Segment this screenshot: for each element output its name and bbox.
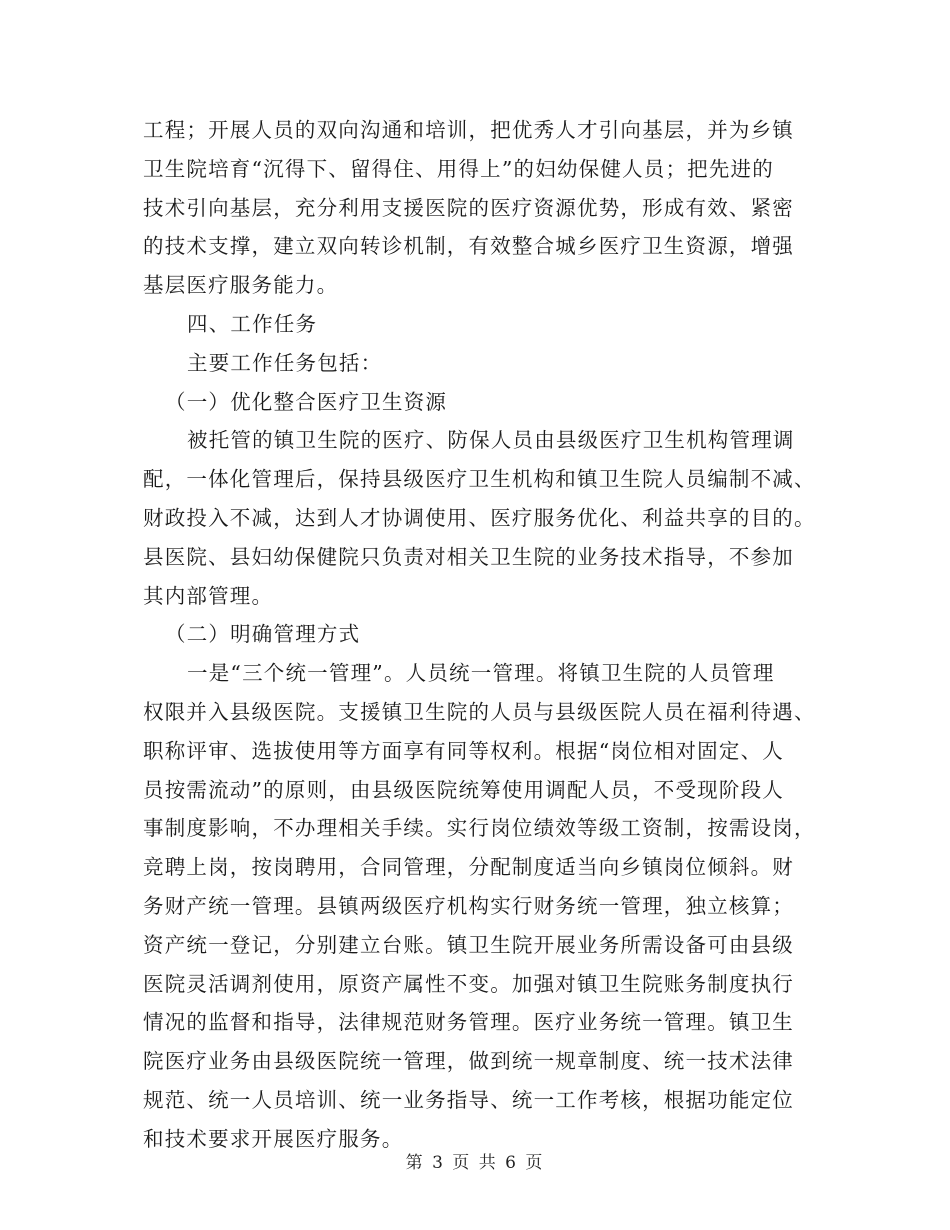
text-line: 职称评审、选拔使用等方面享有同等权利。根据“岗位相对固定、人 bbox=[143, 738, 784, 763]
text-line: 务财产统一管理。县镇两级医疗机构实行财务统一管理，独立核算； bbox=[143, 893, 794, 918]
text-line: 工程；开展人员的双向沟通和培训，把优秀人才引向基层，并为乡镇 bbox=[143, 118, 794, 142]
text-line: 一是“三个统一管理”。人员统一管理。将镇卫生院的人员管理 bbox=[187, 661, 775, 686]
text-line: 配，一体化管理后，保持县级医疗卫生机构和镇卫生院人员编制不减、 bbox=[143, 467, 816, 492]
text-line: 财政投入不减，达到人才协调使用、医疗服务优化、利益共享的目的。 bbox=[143, 505, 816, 530]
text-line: 情况的监督和指导，法律规范财务管理。医疗业务统一管理。镇卫生 bbox=[143, 1010, 794, 1035]
text-line: 四、工作任务 bbox=[187, 311, 318, 336]
text-line: （一）优化整合医疗卫生资源 bbox=[165, 389, 448, 414]
text-line: 的技术支撑，建立双向转诊机制，有效整合城乡医疗卫生资源，增强 bbox=[143, 234, 794, 259]
text-line: 资产统一登记，分别建立台账。镇卫生院开展业务所需设备可由县级 bbox=[143, 932, 794, 957]
document-body bbox=[143, 111, 816, 1159]
text-line: 规范、统一人员培训、统一业务指导、统一工作考核，根据功能定位 bbox=[143, 1087, 794, 1112]
text-line: 技术引向基层，充分利用支援医院的医疗资源优势，形成有效、紧密 bbox=[143, 195, 794, 220]
text-line: （二）明确管理方式 bbox=[165, 622, 361, 647]
text-line: 医院灵活调剂使用，原资产属性不变。加强对镇卫生院账务制度执行 bbox=[143, 971, 794, 996]
text-line: 和技术要求开展医疗服务。 bbox=[143, 1126, 404, 1151]
text-line: 事制度影响，不办理相关手续。实行岗位绩效等级工资制，按需设岗， bbox=[143, 816, 816, 841]
text-line: 被托管的镇卫生院的医疗、防保人员由县级医疗卫生机构管理调 bbox=[187, 428, 795, 453]
text-line: 其内部管理。 bbox=[143, 583, 274, 608]
text-line: 员按需流动”的原则，由县级医院统筹使用调配人员，不受现阶段人 bbox=[143, 777, 784, 802]
page-footer: 第 3 页 共 6 页 bbox=[405, 1153, 545, 1173]
text-line: 主要工作任务包括： bbox=[187, 350, 383, 375]
text-line: 院医疗业务由县级医院统一管理，做到统一规章制度、统一技术法律 bbox=[143, 1049, 794, 1074]
text-line: 竞聘上岗，按岗聘用，合同管理，分配制度适当向乡镇岗位倾斜。财 bbox=[143, 855, 794, 880]
text-line: 基层医疗服务能力。 bbox=[143, 273, 339, 298]
text-line: 权限并入县级医院。支援镇卫生院的人员与县级医院人员在福利待遇、 bbox=[143, 699, 816, 724]
text-line: 卫生院培育“沉得下、留得住、用得上”的妇幼保健人员；把先进的 bbox=[143, 156, 774, 181]
text-line: 县医院、县妇幼保健院只负责对相关卫生院的业务技术指导，不参加 bbox=[143, 544, 794, 569]
